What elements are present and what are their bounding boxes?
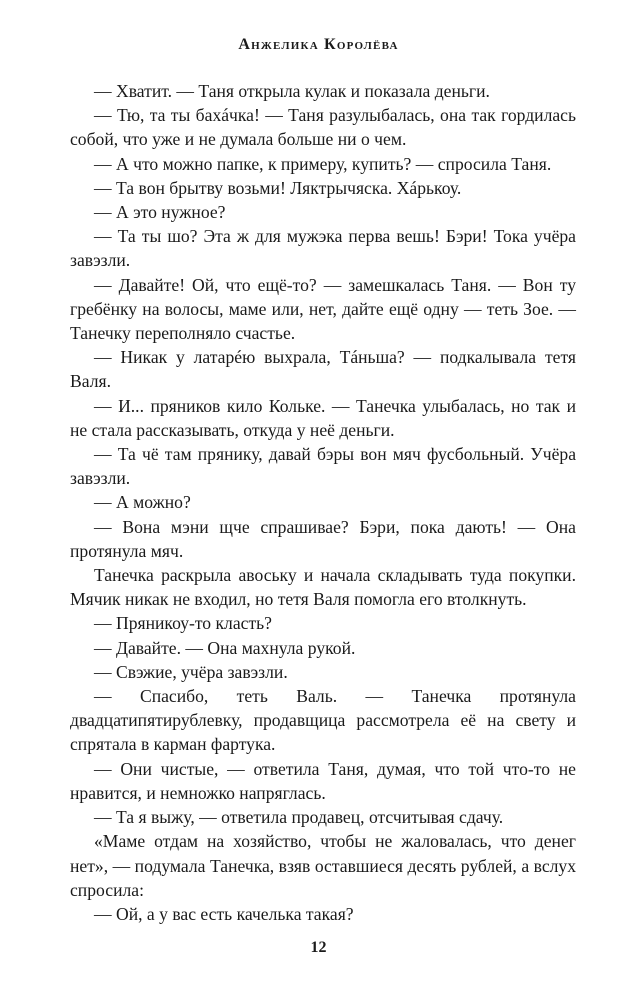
paragraph: — Давайте! Ой, что ещё-то? — замешкалась Таня. — Вон ту гребёнку на волосы, маме или, нет, дайте ещё одну — теть Зое. — Танечку переполняло счастье.: [70, 274, 576, 344]
paragraph: — И... пряников кило Кольке. — Танечка улыбалась, но так и не стала рассказывать, откуда у неё деньги.: [70, 395, 576, 440]
paragraph: — Та вон брытву возьми! Ляктрычяска. Хáрькоу.: [94, 177, 462, 198]
paragraph: — А что можно папке, к примеру, купить? — спросила Таня.: [94, 153, 552, 174]
paragraph: — Хватит. — Таня открыла кулак и показала деньги.: [94, 81, 490, 101]
paragraph: Танечка раскрыла авоську и начала складывать туда покупки. Мячик никак не входил, но тетя Валя помогла его втолкнуть.: [70, 565, 576, 610]
paragraph: — А это нужное?: [94, 202, 226, 223]
paragraph: — Они чистые, — ответила Таня, думая, что той что-то не нравится, и немножко напряглась.: [70, 758, 576, 803]
paragraph: — Та ты шо? Эта ж для мужэка перва вешь! Бэри! Тока учёра завэзли.: [70, 226, 576, 271]
paragraph: — Свэжие, учёра завэзли.: [94, 661, 288, 682]
paragraph: — Давайте. — Она махнула рукой.: [94, 637, 356, 658]
page-number: 12: [310, 939, 327, 956]
paragraph: — Та чё там прянику, давай бэры вон мяч фусбольный. Учёра завэзли.: [70, 444, 576, 489]
paragraph: — Ой, а у вас есть качелька такая?: [94, 903, 354, 924]
paragraph: — Пряникоу-то класть?: [94, 613, 272, 634]
paragraph: «Маме отдам на хозяйство, чтобы не жаловалась, что денег нет», — подумала Танечка, взяв оставшиеся десять рублей, а вслух спросила:: [70, 831, 576, 900]
paragraph: — А можно?: [94, 492, 191, 513]
paragraph: — Спасибо, теть Валь. — Танечка протянула двадцатипятирублевку, продавщица рассмотрела её на свету и спрятала в карман фартука.: [70, 686, 576, 755]
running-head: Анжелика Королёва: [238, 36, 399, 53]
text-block: [70, 79, 576, 926]
paragraph: — Тю, та ты бахáчка! — Таня разулыбалась, она так гордилась собой, что уже и не думала больше ни о чем.: [70, 105, 576, 150]
paragraph: — Та я выжу, — ответила продавец, отсчитывая сдачу.: [94, 807, 504, 828]
paragraph: — Вона мэни щче спрашивае? Бэри, пока дають! — Она протянула мяч.: [70, 516, 576, 561]
paragraph: — Никак у латарéю выхрала, Тáньша? — подкалывала тетя Валя.: [70, 347, 576, 392]
